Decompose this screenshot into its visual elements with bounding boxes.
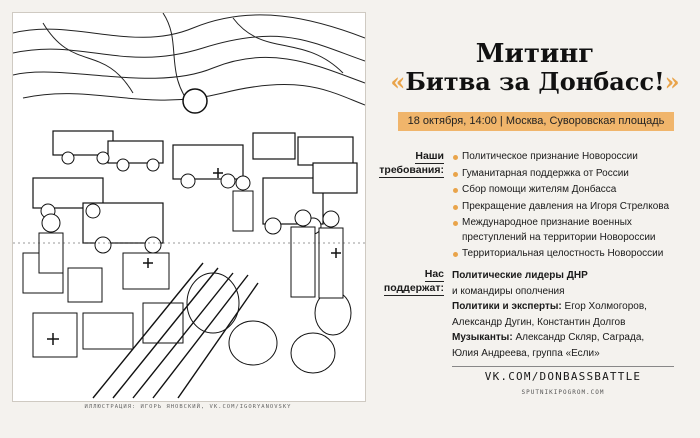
experts-line: [452, 299, 692, 315]
list-item: Прекращение давления на Игоря Стрелкова: [452, 200, 688, 215]
event-info-banner: 18 октября, 14:00 | Москва, Суворовская площадь: [398, 112, 674, 131]
experts-heading: Политики и эксперты:: [452, 301, 562, 312]
illustration-credit: ИЛЛЮСТРАЦИЯ: ИГОРЬ ЯНОВСКИЙ, VK.COM/IGORYANOVSKY: [84, 404, 292, 410]
footer-divider: [452, 366, 674, 367]
list-item: Гуманитарная поддержка от России: [452, 167, 688, 182]
musicians-names-2: Юлия Андреева, группа «Если»: [452, 347, 600, 359]
site-link[interactable]: SPUTNIKIPOGROM.COM: [521, 389, 605, 396]
experts-names-1: Егор Холмогоров,: [564, 301, 647, 312]
demands-list: [452, 150, 688, 264]
list-item: Международное признание военных преступлений на территории Новороссии: [452, 216, 688, 245]
title-line-2: [390, 69, 680, 96]
battle-illustration: [12, 12, 366, 402]
illustration-drawing: [13, 13, 365, 401]
support-label-line1: Нас: [425, 268, 444, 282]
demands-label: [376, 150, 444, 178]
demands-label-line1: Наши: [415, 150, 444, 164]
experts-names-2: Александр Дугин, Константин Долгов: [452, 316, 626, 328]
support-label: [376, 268, 444, 296]
list-item: Территориальная целостность Новороссии: [452, 247, 688, 262]
musicians-heading: Музыканты:: [452, 332, 513, 343]
musicians-line: [452, 330, 692, 346]
title-event-name: Битва за Донбасс!: [405, 67, 665, 97]
list-item: Политическое признание Новороссии: [452, 150, 688, 165]
supporters-block: [452, 268, 692, 361]
close-quote: »: [664, 67, 680, 97]
list-item: Сбор помощи жителям Донбасса: [452, 183, 688, 198]
vk-link[interactable]: VK.COM/DONBASSBATTLE: [484, 370, 642, 383]
leaders-line: [452, 268, 692, 284]
leaders-rest: и командиры ополчения: [452, 285, 565, 297]
page-title: [390, 40, 680, 96]
title-line-1: Митинг: [475, 39, 595, 69]
demands-label-line2: требования:: [379, 164, 444, 178]
leaders-heading: Политические лидеры ДНР: [452, 270, 588, 281]
open-quote: «: [390, 67, 406, 97]
musicians-names-1: Александр Скляр, Саграда,: [515, 332, 645, 343]
support-label-line2: поддержат:: [384, 282, 444, 296]
